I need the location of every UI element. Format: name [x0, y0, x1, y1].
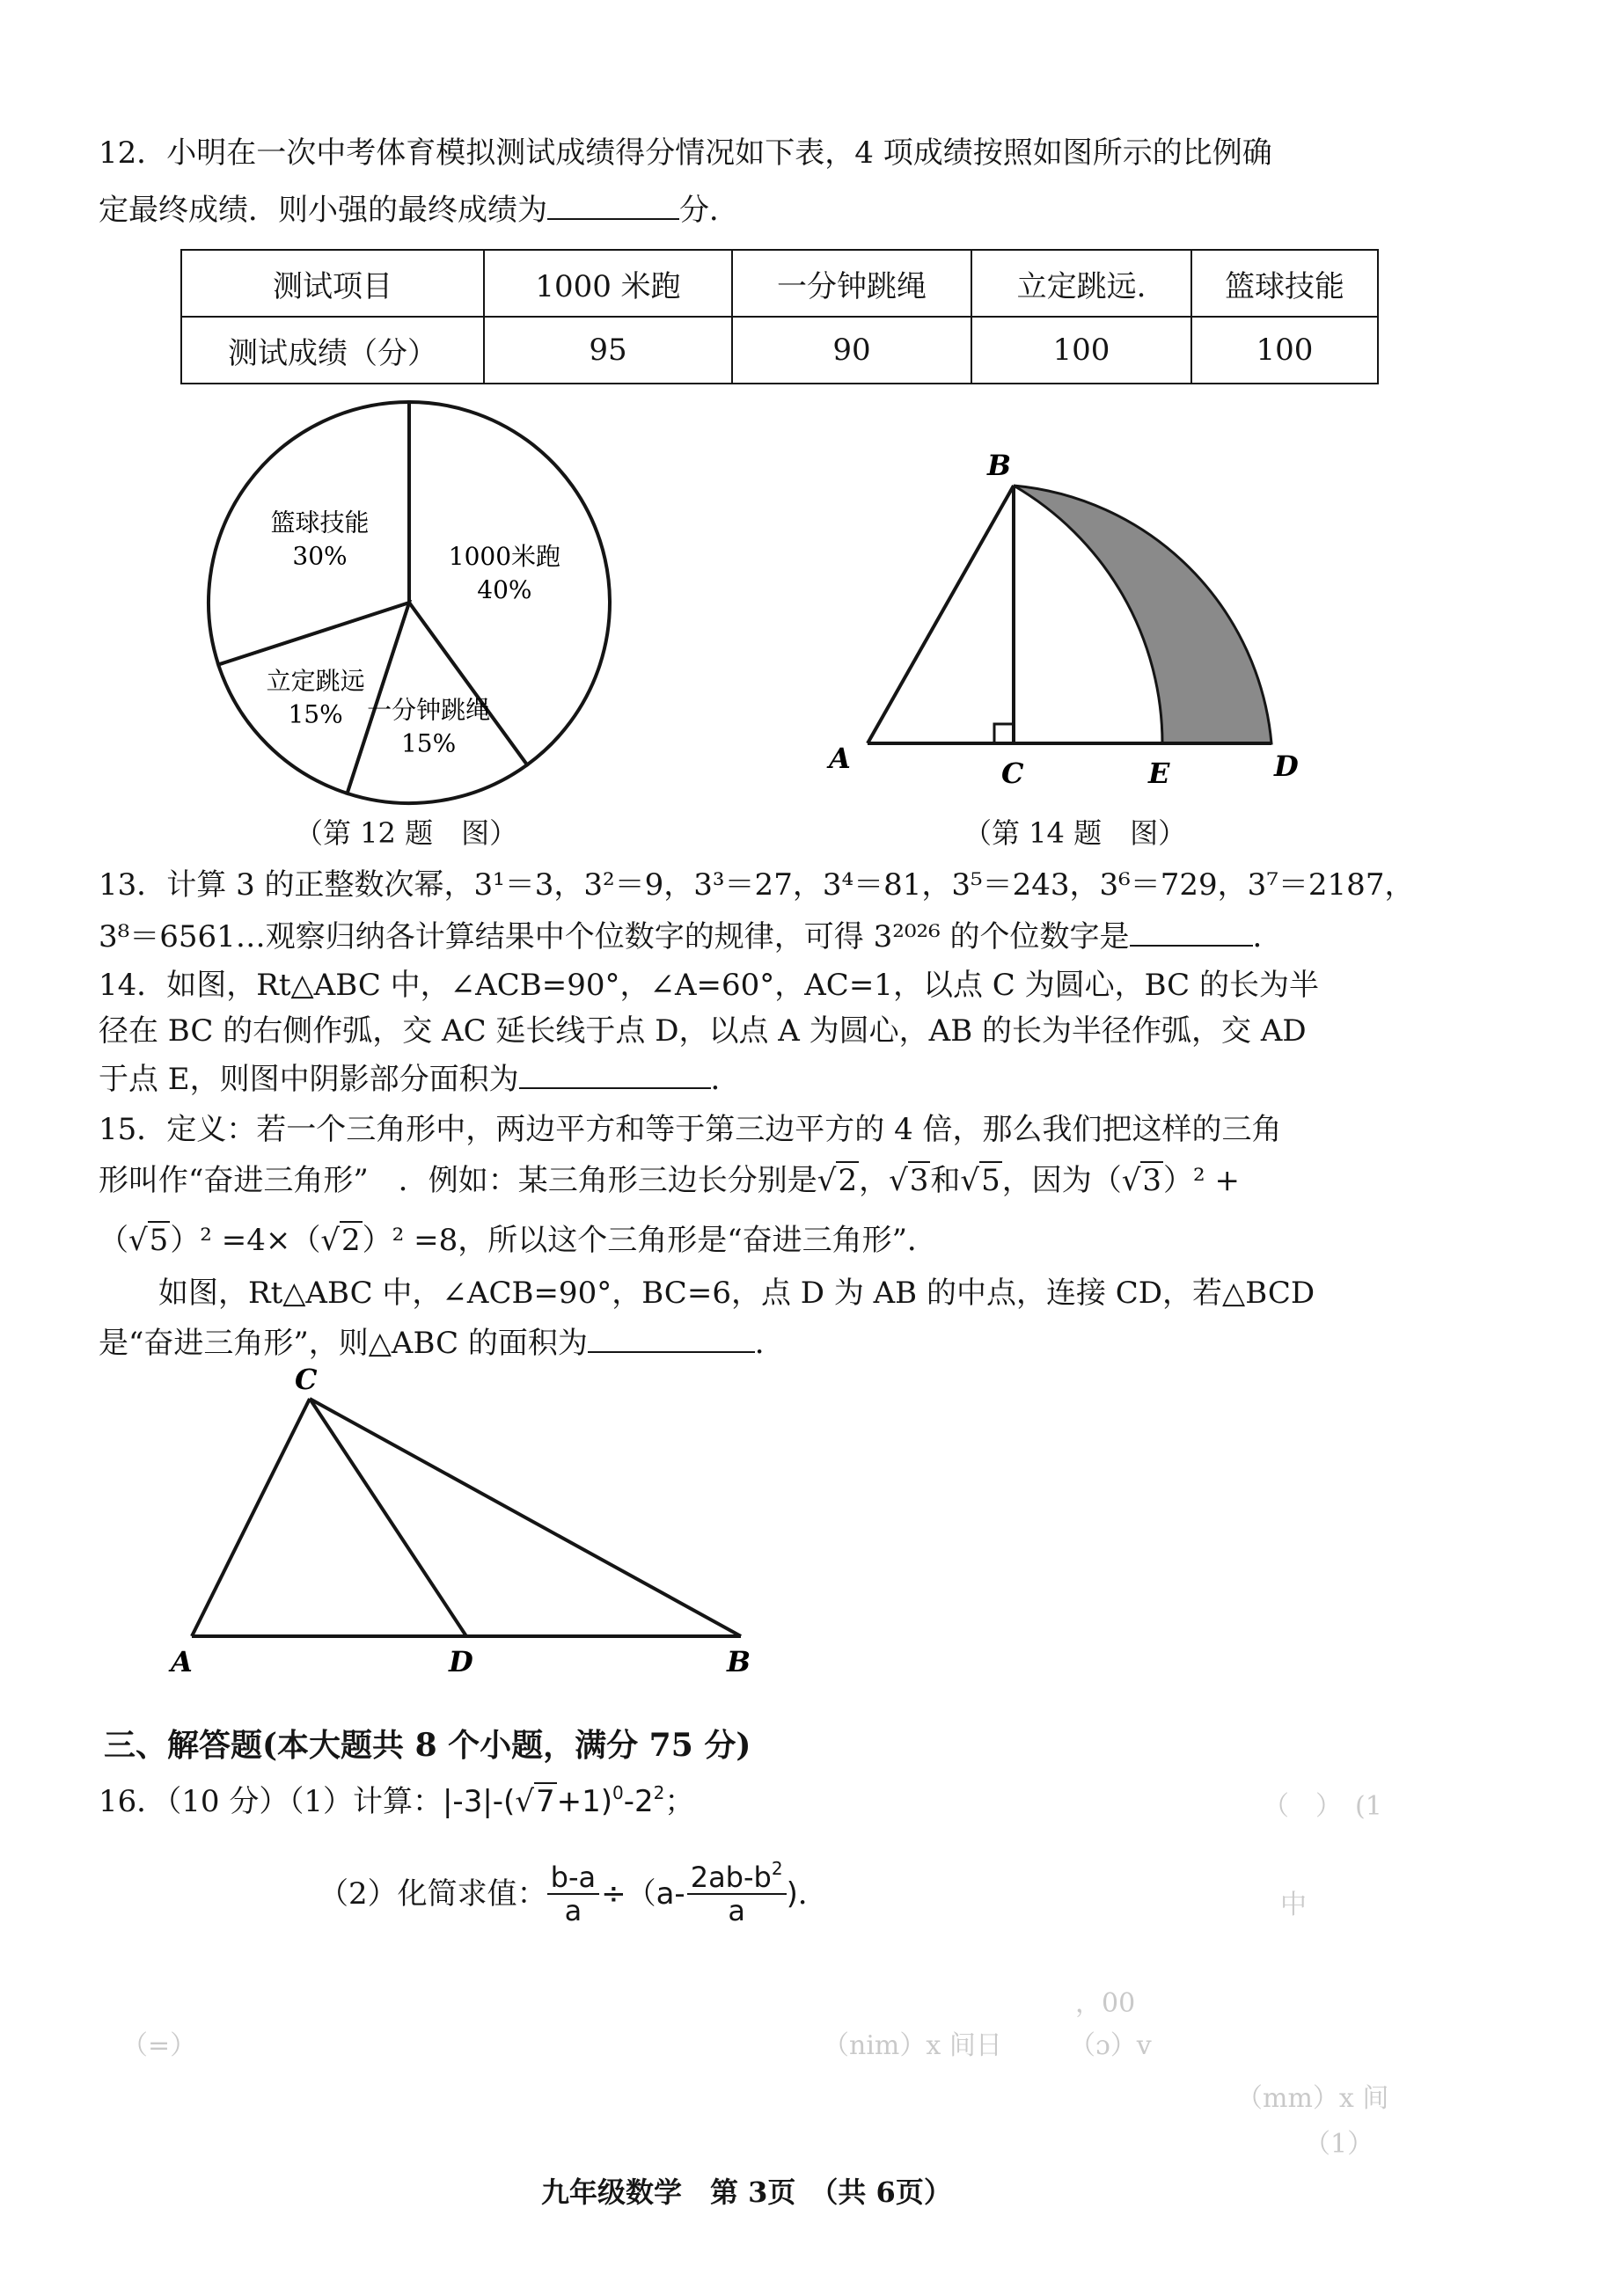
q14-answer-blank[interactable] [519, 1057, 711, 1089]
q16-expr-end: ； [664, 1784, 695, 1819]
label-b: B [727, 1645, 751, 1678]
q16-exponent: 0 [612, 1782, 624, 1803]
table-cell: 100 [971, 317, 1191, 384]
q13-line-2-text: 3⁸＝6561…观察归纳各计算结果中个位数字的规律，可得 3²⁰²⁶ 的个位数字是 [99, 919, 1130, 954]
q15-figure [158, 1359, 792, 1693]
q14-line-3-text: 于点 E，则图中阴影部分面积为 [99, 1062, 519, 1097]
sqrt-arg: 7 [535, 1784, 555, 1819]
fraction-numerator [687, 1858, 787, 1895]
q13-line-1: 13．计算 3 的正整数次幂，3¹＝3，3²＝9，3³＝27，3⁴＝81，3⁵＝243，3⁶＝729，3⁷＝2187， [99, 867, 1415, 903]
q15-text: ， [859, 1163, 890, 1198]
q15-text: 和 [930, 1163, 961, 1198]
q14-line-3-end: ． [710, 1062, 741, 1097]
segment-cd [310, 1399, 466, 1636]
sqrt-arg: 2 [838, 1163, 858, 1198]
pie-slice-label: 1000米跑 [448, 541, 561, 571]
sqrt-arg: 5 [981, 1163, 1000, 1198]
bleed-text: ，00 [1075, 1988, 1136, 2019]
numerator-text: 2ab-b [690, 1861, 772, 1894]
fraction-denominator: a [728, 1894, 745, 1927]
pie-chart [194, 400, 634, 840]
pie-caption: （第 12 题 图） [295, 816, 518, 850]
sqrt-arg: 2 [341, 1223, 361, 1258]
q15-text: ）² + [1163, 1163, 1240, 1198]
q14-figure [810, 440, 1302, 809]
bleed-text: 中 [1280, 1890, 1307, 1920]
segment-ab [868, 486, 1014, 743]
label-e: E [1148, 757, 1170, 790]
q14-line-1: 14．如图，Rt△ABC 中，∠ACB=90°，∠A=60°，AC=1，以点 C 为圆心，BC 的长为半 [99, 968, 1320, 1003]
q15-line-2 [99, 1161, 1240, 1200]
label-a: A [171, 1645, 193, 1678]
q15-text: 形叫作“奋进三角形” ．例如：某三角形三边长分别是 [99, 1163, 817, 1198]
division-sign: ÷（a- [601, 1876, 685, 1912]
q15-answer-blank[interactable] [588, 1321, 755, 1353]
sqrt-3: √3 [889, 1163, 929, 1198]
q14-line-2: 径在 BC 的右侧作弧，交 AC 延长线于点 D，以点 A 为圆心，AB 的长为半径作弧，交 AD [99, 1013, 1307, 1049]
q13-line-2 [99, 915, 1283, 956]
sqrt-5b: √5 [128, 1223, 169, 1258]
q13-line-2-end: ． [1252, 919, 1283, 954]
fraction-denominator: a [564, 1894, 582, 1927]
bleed-text: （ɔ）v [1069, 2030, 1152, 2061]
q16-part-2-end: )． [786, 1876, 828, 1912]
page-footer: 九年级数学 第 3页 （共 6页） [541, 2175, 952, 2209]
sqrt-2: √2 [817, 1163, 858, 1198]
sqrt-7: √7 [515, 1784, 555, 1819]
q15-text: ）² =8，所以这个三角形是“奋进三角形”． [362, 1223, 937, 1258]
pie-slice-label: 一分钟跳绳 [367, 695, 491, 725]
q15-text: （ [99, 1223, 128, 1258]
label-d: D [449, 1645, 473, 1678]
q16-part-1 [99, 1782, 694, 1821]
q16-prefix: 16．（10 分）（1）计算： [99, 1784, 443, 1819]
segment-ca [192, 1399, 310, 1636]
section-3-title: 三、解答题(本大题共 8 个小题，满分 75 分) [104, 1727, 751, 1764]
bleed-text: （mm）x 间 [1236, 2083, 1389, 2114]
pie-slice-percent: 30% [292, 541, 348, 571]
table-row-scores [181, 317, 1378, 384]
table-header-cell: 立定跳远. [971, 250, 1191, 317]
table-cell: 100 [1191, 317, 1378, 384]
fraction-numerator: b-a [547, 1861, 599, 1895]
table-header-cell: 1000 米跑 [484, 250, 732, 317]
q15-text: ，因为（ [1001, 1163, 1122, 1198]
q14-caption: （第 14 题 图） [963, 816, 1187, 850]
q16-expr: +1) [556, 1784, 613, 1819]
label-a: A [829, 742, 851, 775]
sqrt-5: √5 [960, 1163, 1000, 1198]
table-header-cell: 篮球技能 [1191, 250, 1378, 317]
q12-line-2-end: 分． [679, 193, 739, 228]
q16-exponent: 2 [653, 1782, 665, 1803]
shaded-region [1014, 486, 1271, 743]
q15-line-4: 如图，Rt△ABC 中，∠ACB=90°，BC=6，点 D 为 AB 的中点，连接 CD，若△BCD [158, 1276, 1315, 1311]
table-cell: 95 [484, 317, 732, 384]
fraction-2 [687, 1858, 787, 1927]
label-b: B [987, 449, 1012, 482]
table-header-cell: 一分钟跳绳 [732, 250, 971, 317]
pie-slice-label: 立定跳远 [266, 666, 365, 696]
sqrt-arg: 3 [909, 1163, 929, 1198]
table-cell: 测试成绩（分） [181, 317, 484, 384]
q13-answer-blank[interactable] [1130, 915, 1253, 947]
right-angle-mark [994, 724, 1014, 743]
q16-expr: |-3|-( [442, 1784, 516, 1819]
segment-cb [310, 1399, 741, 1636]
label-c: C [1001, 757, 1024, 790]
sqrt-arg: 3 [1142, 1163, 1162, 1198]
pie-slice-percent: 40% [477, 574, 532, 604]
q16-part-2 [319, 1854, 828, 1934]
bleed-text: （=） [121, 2030, 197, 2061]
q14-line-3 [99, 1057, 741, 1099]
fraction-1 [547, 1861, 599, 1927]
label-c: C [295, 1363, 318, 1396]
q15-line-1: 15．定义：若一个三角形中，两边平方和等于第三边平方的 4 倍，那么我们把这样的三角 [99, 1112, 1282, 1147]
q12-line-1: 12．小明在一次中考体育模拟测试成绩得分情况如下表，4 项成绩按照如图所示的比例确 [99, 135, 1272, 171]
table-row-header [181, 250, 1378, 317]
pie-slice-label: 篮球技能 [270, 508, 370, 537]
pie-slice-percent: 15% [288, 699, 343, 729]
q12-answer-blank[interactable] [547, 188, 679, 220]
label-d: D [1274, 749, 1299, 783]
pie-slice-percent: 15% [400, 728, 457, 758]
q15-line-5-end: ． [754, 1326, 785, 1361]
score-table [180, 249, 1379, 384]
bleed-text: （1） [1304, 2129, 1374, 2160]
numerator-exponent: 2 [771, 1858, 783, 1879]
q15-line-3 [99, 1221, 937, 1260]
sqrt-2b: √2 [320, 1223, 361, 1258]
table-cell: 90 [732, 317, 971, 384]
sqrt-arg: 5 [149, 1223, 169, 1258]
q16-expr: -2 [623, 1784, 654, 1819]
q16-part-2-prefix: （2）化简求值： [319, 1876, 547, 1912]
bleed-text: （ ） (1 [1263, 1791, 1382, 1822]
bleed-text: （nim）x 间日 [823, 2030, 1002, 2061]
sqrt-3b: √3 [1121, 1163, 1162, 1198]
q15-text: ）² =4×（ [170, 1223, 321, 1258]
table-header-cell: 测试项目 [181, 250, 484, 317]
q15-line-5 [99, 1321, 785, 1363]
q12-line-2 [99, 188, 739, 230]
q15-line-5-text: 是“奋进三角形”，则△ABC 的面积为 [99, 1326, 588, 1361]
q12-line-2-text: 定最终成绩．则小强的最终成绩为 [99, 193, 547, 228]
